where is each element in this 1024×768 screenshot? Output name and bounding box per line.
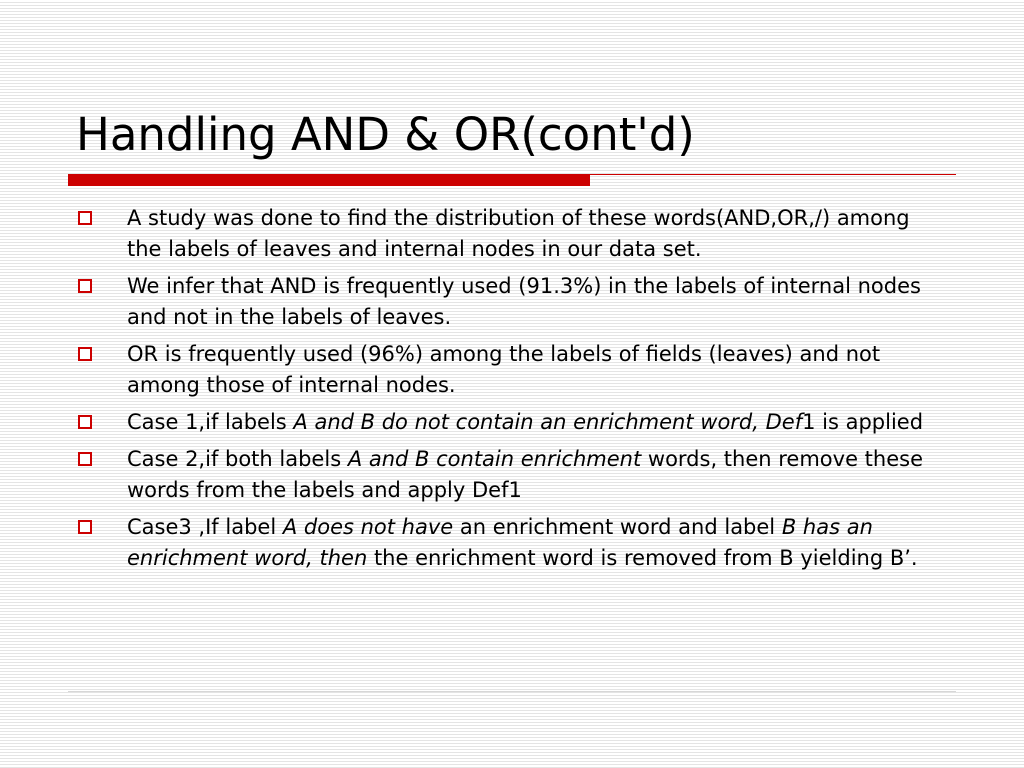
footer-divider: [68, 691, 956, 692]
bullet-segment-italic: B has an enrichment word, then: [127, 515, 873, 570]
bullet-segment: We infer that AND is frequently used (91.3%) in the labels of internal nodes and not in the labels of leaves.: [127, 274, 921, 329]
bullet-item: [76, 407, 946, 438]
bullet-segment: Case3 ,If label: [127, 515, 283, 539]
bullet-item: [76, 512, 946, 574]
bullet-text: [127, 447, 923, 502]
bullet-item: [76, 444, 946, 506]
bullet-segment: A study was done to find the distribution of these words(AND,OR,/) among the labels of leaves and internal nodes in our data set.: [127, 206, 910, 261]
bullet-text: [127, 515, 918, 570]
title-underline-thin: [590, 174, 956, 175]
hollow-square-bullet-icon: [78, 279, 92, 293]
bullet-segment: an enrichment word and label: [453, 515, 782, 539]
hollow-square-bullet-icon: [78, 415, 92, 429]
title-underline-thick: [68, 174, 590, 186]
hollow-square-bullet-icon: [78, 347, 92, 361]
bullet-item: [76, 203, 946, 265]
bullet-segment: Case 1,if labels: [127, 410, 294, 434]
bullet-segment-italic: A does not have: [282, 515, 454, 539]
bullet-segment: Case 2,if both labels: [127, 447, 348, 471]
bullet-text: [127, 274, 921, 329]
bullet-segment: words, then remove these words from the labels and apply Def1: [127, 447, 923, 502]
hollow-square-bullet-icon: [78, 452, 92, 466]
bullet-segment: the enrichment word is removed from B yielding B’.: [367, 546, 918, 570]
bullet-text: [127, 342, 880, 397]
bullet-text: [127, 206, 910, 261]
bullet-item: [76, 339, 946, 401]
bullet-text: [127, 410, 923, 434]
bullet-list: [76, 203, 946, 580]
hollow-square-bullet-icon: [78, 520, 92, 534]
bullet-segment: 1 is applied: [802, 410, 924, 434]
bullet-segment: OR is frequently used (96%) among the labels of fields (leaves) and not among those of internal nodes.: [127, 342, 881, 397]
slide-title: Handling AND & OR(cont'd): [76, 108, 695, 161]
hollow-square-bullet-icon: [78, 211, 92, 225]
bullet-segment-italic: A and B do not contain an enrichment word, Def: [293, 410, 803, 434]
bullet-segment-italic: A and B contain enrichment: [347, 447, 642, 471]
bullet-item: [76, 271, 946, 333]
